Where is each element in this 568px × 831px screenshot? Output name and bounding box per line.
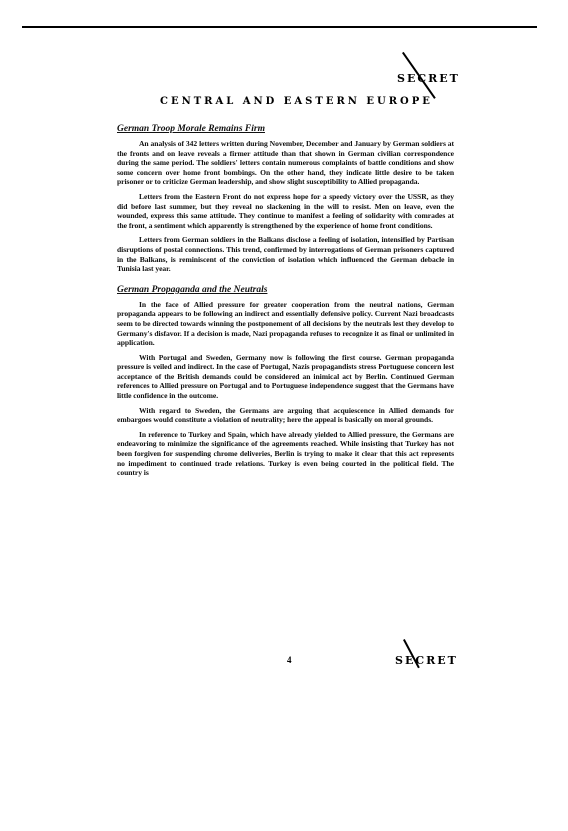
paragraph: Letters from German soldiers in the Balkans disclose a feeling of isolation, intensified by Partisan disruptions of postal connections. This trend, confirmed by interrogations of German prisoners captured in the Balkans, is reminiscent of the conviction of isolation which influenced the German debacle in Tunisia last year. bbox=[117, 235, 454, 274]
top-rule bbox=[22, 26, 537, 28]
paragraph: In the face of Allied pressure for greater cooperation from the neutral nations, German propaganda appears to be following an indirect and essentially defensive policy. Current Nazi broadcasts seem to be directed towards winning the postponement of all decisions by the neutrals lest they develop to Germany's disfavor. If a decision is made, Nazi propaganda refuses to recognize it as final or unlimited in application. bbox=[117, 299, 454, 348]
paragraph: With regard to Sweden, the Germans are arguing that acquiescence in Allied demands for embargoes would constitute a violation of neutrality; here the appeal is basically on moral grounds. bbox=[117, 405, 454, 425]
paragraph: In reference to Turkey and Spain, which have already yielded to Allied pressure, the Germans are endeavoring to minimize the significance of the agreements reached. While insisting that Turkey has not been forgiven for suspending chrome deliveries, Berlin is trying to make it clear that this act represents no impediment to continued trade relations. Turkey is even being courted in the political field. The country is bbox=[117, 429, 454, 478]
page-number: 4 bbox=[287, 655, 292, 665]
classification-stamp-bottom: SECRET bbox=[395, 654, 458, 667]
section-heading-propaganda-neutrals: German Propaganda and the Neutrals bbox=[117, 284, 268, 295]
paragraph: An analysis of 342 letters written during November, December and January by German soldiers at the fronts and on leave reveals a firmer attitude than that shown in German civilian correspondence during the same period. The soldiers' letters contain numerous complaints of battle conditions and show some concern over home front bombings. On the other hand, they indicate little desire to be taken prisoner or to criticize German leadership, and show slight susceptibility to Allied propaganda. bbox=[117, 139, 454, 187]
paragraph: Letters from the Eastern Front do not express hope for a speedy victory over the USSR, as they did before last summer, but they reveal no slackening in the will to resist. Men on leave, even the wounded, express this same attitude. They continue to manifest a feeling of solidarity with comrades at the front, a sentiment which apparently is strengthened by the experience of home front conditions. bbox=[117, 191, 454, 230]
section-heading-troop-morale: German Troop Morale Remains Firm bbox=[117, 124, 265, 134]
body-text bbox=[117, 124, 454, 483]
classification-stamp-top: SECRET bbox=[397, 72, 460, 85]
page-title: CENTRAL AND EASTERN EUROPE bbox=[160, 96, 433, 107]
paragraph: With Portugal and Sweden, Germany now is following the first course. German propaganda pressure is veiled and indirect. In the case of Portugal, Nazis propagandists stress Portuguese concern lest acceptance of the British demands could be considered an inimical act by Berlin. Continued German references to Allied pressure on Portugal and to Portuguese independence suggest that the Germans have little confidence in the outcome. bbox=[117, 352, 454, 401]
